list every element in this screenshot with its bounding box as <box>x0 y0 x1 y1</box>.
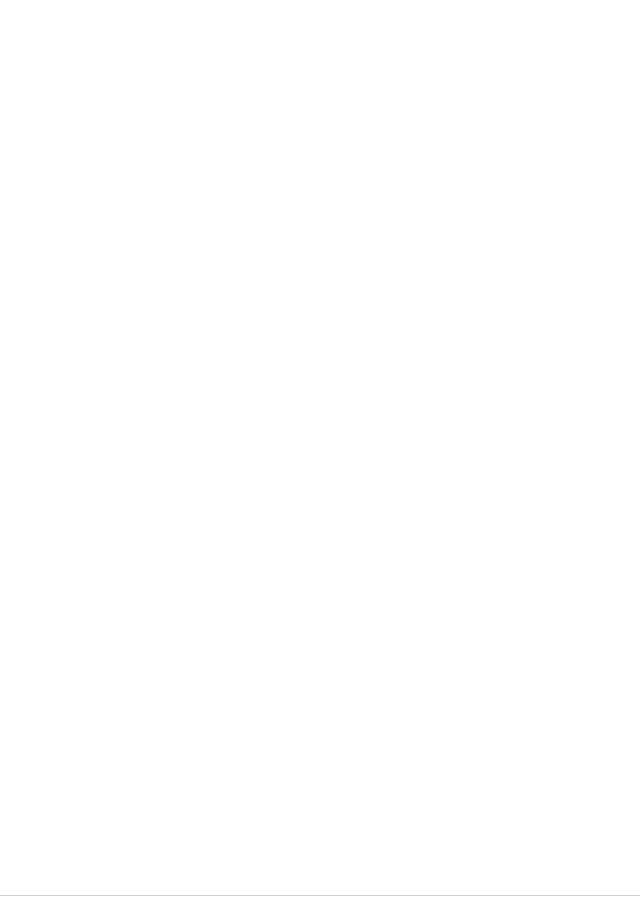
footer-divider <box>0 895 640 896</box>
body-text <box>96 56 612 60</box>
